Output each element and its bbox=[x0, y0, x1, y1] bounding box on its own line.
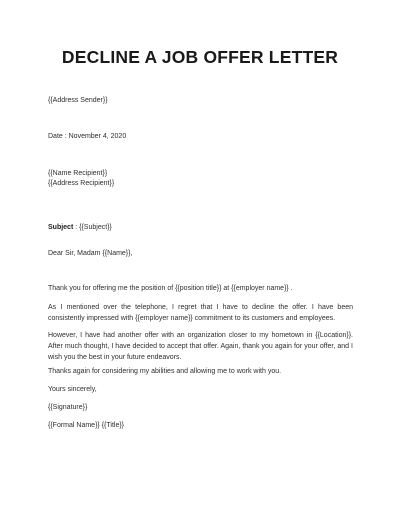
salutation: Dear Sir, Madam {{Name}}, bbox=[48, 250, 133, 257]
paragraph-reason: However, I have had another offer with an organization closer to my hometown in {{Location}}. After much thought, I have decided to accept that offer. Again, thank you again for your offer, and I wish you the best in your future endeavors. bbox=[48, 332, 353, 361]
paragraph-closing-thanks: Thanks again for considering my abilities and allowing me to work with you. bbox=[48, 368, 282, 375]
letter-date: Date : November 4, 2020 bbox=[48, 133, 127, 140]
letter-title: DECLINE A JOB OFFER LETTER bbox=[61, 47, 339, 67]
formal-name-title: {{Formal Name}} {{Title}} bbox=[48, 422, 125, 429]
subject-label: Subject bbox=[48, 224, 74, 231]
closing: Yours sincerely, bbox=[48, 386, 97, 393]
sender-address: {{Address Sender}} bbox=[48, 97, 108, 104]
paragraph-decline: As I mentioned over the telephone, I regret that I have to decline the offer. I have been consistently impressed with {{employer name}} commitment to its customers and employees. bbox=[48, 304, 353, 322]
recipient-address: {{Address Recipient}} bbox=[48, 180, 115, 187]
paragraph-thanks: Thank you for offering me the position of {{position title}} at {{employer name}} . bbox=[48, 285, 293, 292]
subject-line bbox=[48, 222, 353, 233]
subject-value: : {{Subject}} bbox=[73, 224, 112, 231]
signature: {{Signature}} bbox=[48, 404, 88, 411]
recipient-name: {{Name Recipient}} bbox=[48, 170, 108, 177]
